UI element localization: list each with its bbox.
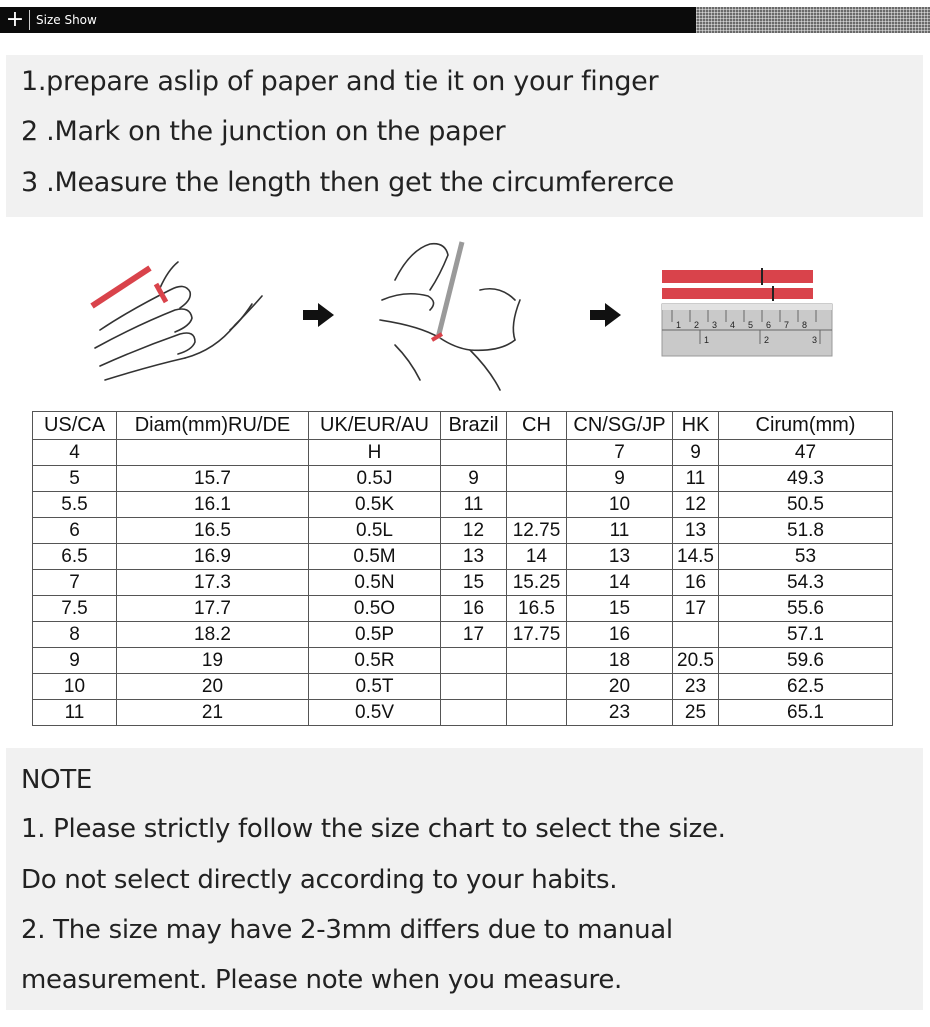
- note-panel: [6, 748, 923, 1010]
- table-cell: 7: [567, 440, 673, 466]
- table-cell: [507, 492, 567, 518]
- table-cell: 12: [441, 518, 507, 544]
- table-cell: [507, 440, 567, 466]
- table-cell: 16.5: [507, 596, 567, 622]
- table-cell: 19: [117, 648, 309, 674]
- table-cell: 9: [567, 466, 673, 492]
- plus-icon: +: [5, 7, 25, 32]
- table-cell: 17.75: [507, 622, 567, 648]
- table-cell: 17.7: [117, 596, 309, 622]
- header-title: Size Show: [36, 13, 97, 27]
- table-cell: [507, 466, 567, 492]
- table-cell: 13: [441, 544, 507, 570]
- table-cell: 0.5R: [309, 648, 441, 674]
- table-cell: 5: [33, 466, 117, 492]
- table-cell: 16: [567, 622, 673, 648]
- arrow-right-icon: [590, 303, 621, 327]
- paper-strips: [662, 268, 813, 301]
- column-header: CN/SG/JP: [567, 412, 673, 440]
- column-header: Cirum(mm): [719, 412, 893, 440]
- table-cell: 57.1: [719, 622, 893, 648]
- table-cell: [507, 648, 567, 674]
- table-cell: 18.2: [117, 622, 309, 648]
- ruler-number: 7: [784, 320, 790, 330]
- step-3: 3 .Measure the length then get the circumfererce: [21, 167, 674, 198]
- ruler-number: 1: [704, 335, 710, 345]
- hand-with-paper-icon: [95, 262, 262, 380]
- table-cell: 11: [441, 492, 507, 518]
- table-cell: 18: [567, 648, 673, 674]
- table-row: [33, 700, 893, 726]
- table-cell: 23: [567, 700, 673, 726]
- table-cell: 15: [567, 596, 673, 622]
- table-cell: 16: [441, 596, 507, 622]
- table-cell: [441, 700, 507, 726]
- ruler-number: 8: [802, 320, 808, 330]
- ruler-number: 2: [694, 320, 700, 330]
- table-cell: 54.3: [719, 570, 893, 596]
- measurement-illustration: [0, 230, 930, 400]
- column-header: HK: [673, 412, 719, 440]
- table-cell: 12: [673, 492, 719, 518]
- ruler-number: 6: [766, 320, 772, 330]
- table-cell: 0.5N: [309, 570, 441, 596]
- size-chart-table: [32, 411, 893, 726]
- column-header: Brazil: [441, 412, 507, 440]
- table-cell: 7.5: [33, 596, 117, 622]
- table-row: [33, 674, 893, 700]
- column-header: CH: [507, 412, 567, 440]
- table-cell: 6: [33, 518, 117, 544]
- note-line-2: Do not select directly according to your habits.: [21, 865, 618, 895]
- note-line-3: 2. The size may have 2-3mm differs due to manual: [21, 915, 673, 945]
- table-cell: 6.5: [33, 544, 117, 570]
- table-cell: 9: [33, 648, 117, 674]
- table-cell: 14: [567, 570, 673, 596]
- step-1: 1.prepare aslip of paper and tie it on your finger: [21, 66, 659, 97]
- ruler-number: 1: [676, 320, 682, 330]
- table-cell: [441, 648, 507, 674]
- table-cell: [441, 440, 507, 466]
- table-cell: 16.9: [117, 544, 309, 570]
- table-cell: 65.1: [719, 700, 893, 726]
- table-cell: 59.6: [719, 648, 893, 674]
- arrow-right-icon: [303, 303, 334, 327]
- table-cell: 11: [673, 466, 719, 492]
- table-cell: 49.3: [719, 466, 893, 492]
- table-cell: 0.5J: [309, 466, 441, 492]
- table-row: [33, 492, 893, 518]
- table-cell: [117, 440, 309, 466]
- table-cell: 15.25: [507, 570, 567, 596]
- table-cell: 20.5: [673, 648, 719, 674]
- table-row: [33, 440, 893, 466]
- table-cell: 11: [567, 518, 673, 544]
- table-cell: 0.5M: [309, 544, 441, 570]
- table-row: [33, 544, 893, 570]
- table-cell: 16.5: [117, 518, 309, 544]
- instruction-panel: [6, 55, 923, 217]
- table-cell: [441, 674, 507, 700]
- header-bar: [0, 7, 930, 33]
- table-row: [33, 466, 893, 492]
- column-header: UK/EUR/AU: [309, 412, 441, 440]
- note-line-4: measurement. Please note when you measure.: [21, 965, 622, 995]
- table-cell: 7: [33, 570, 117, 596]
- table-cell: 25: [673, 700, 719, 726]
- table-cell: 0.5P: [309, 622, 441, 648]
- note-line-1: 1. Please strictly follow the size chart to select the size.: [21, 814, 726, 844]
- table-cell: 9: [441, 466, 507, 492]
- table-cell: 4: [33, 440, 117, 466]
- step-2: 2 .Mark on the junction on the paper: [21, 116, 506, 147]
- table-cell: 11: [33, 700, 117, 726]
- table-cell: 13: [567, 544, 673, 570]
- table-cell: 16.1: [117, 492, 309, 518]
- table-cell: 0.5L: [309, 518, 441, 544]
- ruler-number: 5: [748, 320, 754, 330]
- table-header-row: [33, 412, 893, 440]
- ruler-number: 3: [812, 335, 818, 345]
- table-cell: 50.5: [719, 492, 893, 518]
- table-cell: 20: [567, 674, 673, 700]
- table-row: [33, 648, 893, 674]
- table-cell: 14.5: [673, 544, 719, 570]
- ruler-number: 4: [730, 320, 736, 330]
- table-cell: 0.5T: [309, 674, 441, 700]
- column-header: US/CA: [33, 412, 117, 440]
- table-cell: 13: [673, 518, 719, 544]
- table-cell: 17: [441, 622, 507, 648]
- table-row: [33, 518, 893, 544]
- table-cell: 12.75: [507, 518, 567, 544]
- ruler-number: 2: [764, 335, 770, 345]
- table-cell: H: [309, 440, 441, 466]
- table-cell: 8: [33, 622, 117, 648]
- table-row: [33, 596, 893, 622]
- table-cell: 15.7: [117, 466, 309, 492]
- column-header: Diam(mm)RU/DE: [117, 412, 309, 440]
- table-cell: 53: [719, 544, 893, 570]
- pen-icon: [438, 242, 462, 338]
- paper-strip-icon: [92, 268, 166, 306]
- ruler-number: 3: [712, 320, 718, 330]
- table-cell: [507, 674, 567, 700]
- table-cell: 15: [441, 570, 507, 596]
- table-cell: 10: [567, 492, 673, 518]
- table-cell: 17: [673, 596, 719, 622]
- table-cell: 51.8: [719, 518, 893, 544]
- table-cell: 14: [507, 544, 567, 570]
- hand-marking-icon: [380, 244, 520, 390]
- table-cell: 9: [673, 440, 719, 466]
- table-cell: 0.5K: [309, 492, 441, 518]
- ruler-icon: [662, 304, 832, 356]
- table-cell: 10: [33, 674, 117, 700]
- table-cell: 5.5: [33, 492, 117, 518]
- table-cell: 23: [673, 674, 719, 700]
- table-row: [33, 622, 893, 648]
- table-cell: 62.5: [719, 674, 893, 700]
- table-cell: 55.6: [719, 596, 893, 622]
- table-cell: [507, 700, 567, 726]
- table-cell: 16: [673, 570, 719, 596]
- table-cell: 21: [117, 700, 309, 726]
- table-cell: [673, 622, 719, 648]
- table-cell: 47: [719, 440, 893, 466]
- header-separator: [29, 10, 30, 30]
- table-cell: 17.3: [117, 570, 309, 596]
- table-row: [33, 570, 893, 596]
- table-cell: 0.5O: [309, 596, 441, 622]
- note-heading: NOTE: [21, 765, 93, 795]
- table-cell: 20: [117, 674, 309, 700]
- header-pattern: [696, 7, 930, 33]
- table-cell: 0.5V: [309, 700, 441, 726]
